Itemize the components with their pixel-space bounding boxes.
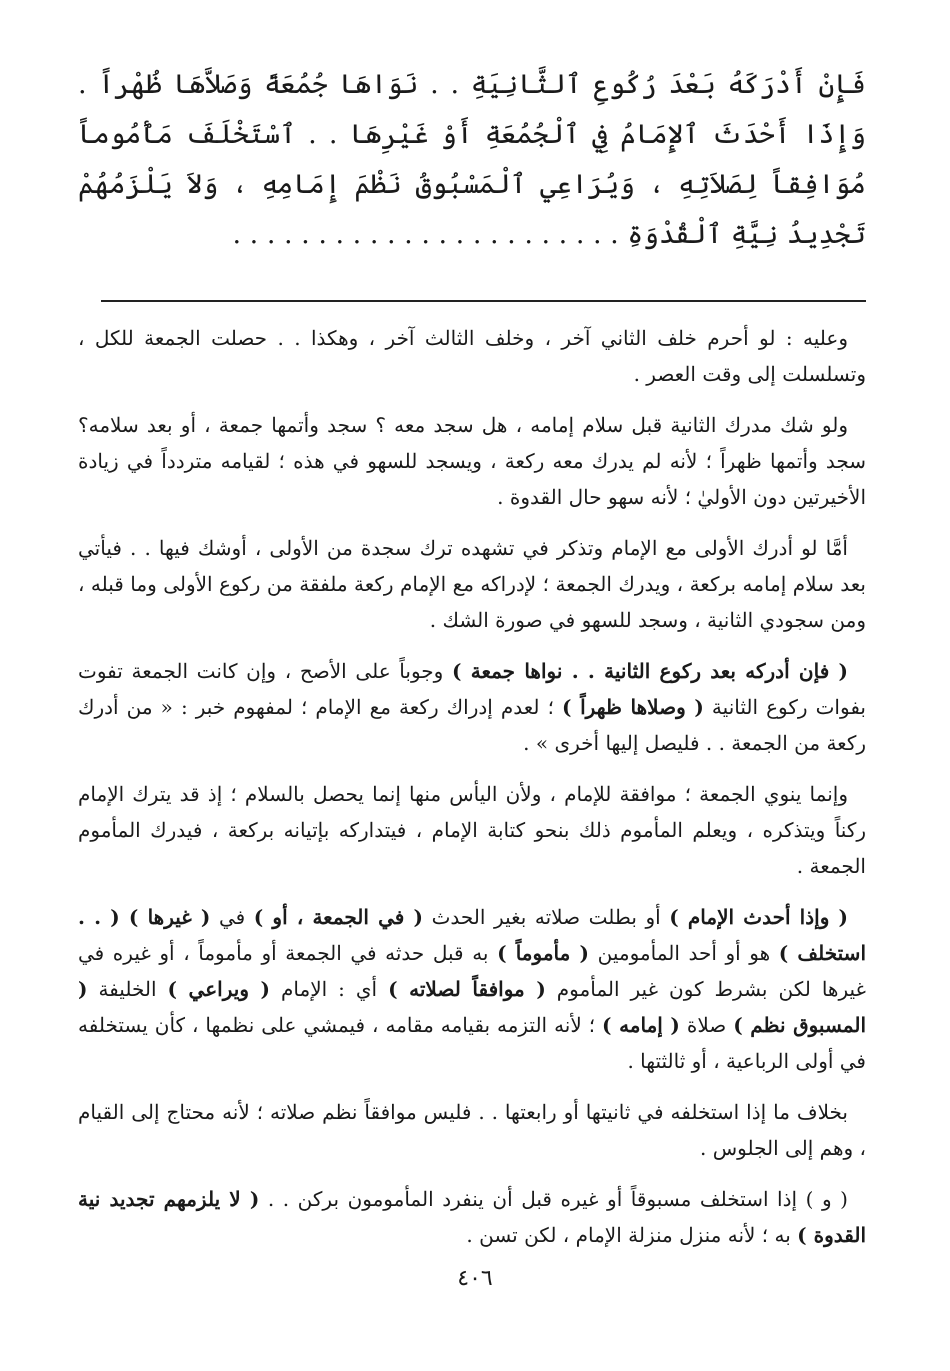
paragraph-text: أو بطلت صلاته بغير الحدث	[423, 905, 670, 929]
matn-quote: ( في الجمعة ، أو )	[253, 905, 423, 929]
page-number: ٤٠٦	[457, 1266, 493, 1291]
paragraph-text: أي : الإمام	[270, 977, 389, 1001]
matn-quote: ( المسبوق نظم )	[78, 977, 867, 1037]
matn-quote: ( موافقاً لصلاته )	[388, 977, 546, 1001]
commentary-paragraph-4	[78, 653, 866, 761]
commentary-paragraph-8	[78, 1181, 866, 1253]
paragraph-text: صلاة	[679, 1013, 734, 1037]
commentary-paragraph-2	[78, 407, 866, 515]
matn-quote: ( إمامه )	[602, 1013, 680, 1037]
commentary-paragraph-6	[78, 899, 866, 1079]
paragraph-text: وجوباً على الأصح ، وإن كانت الجمعة تفوت بفوات ركوع الثانية	[78, 659, 867, 719]
matn-quote: ( فإن أدركه بعد ركوع الثانية . . نواها جمعة )	[452, 659, 849, 683]
commentary-paragraph-5	[78, 776, 866, 884]
commentary-paragraph-7	[78, 1094, 866, 1166]
matn-quote: ( وصلاها ظهراً )	[562, 695, 704, 719]
paragraph-text: به ؛ لأنه منزل منزلة الإمام ، لكن تسن .	[466, 1223, 798, 1247]
paragraph-text: بخلاف ما إذا استخلفه في ثانيتها أو رابعتها . . فليس موافقاً نظم صلاته ؛ لأنه محتاج إلى القيام ، وهم إلى الجلوس .	[78, 1100, 866, 1160]
separator-rule	[101, 300, 866, 302]
paragraph-text: ( و ) إذا استخلف مسبوقاً أو غيره قبل أن ينفرد المأمومون بركن . .	[259, 1187, 848, 1211]
paragraph-text: ولو شك مدرك الثانية قبل سلام إمامه ، هل سجد معه ؟ سجد وأتمها جمعة ، أو بعد سلامه؟ سجد وأتمها ظهراً ؛ لأنه لم يدرك معه ركعة ، ويسجد للسهو في هذه ؛ لقيامه متردداً في زيادة الأخيرتين دون الأوليٰ ؛ لأنه سهو حال القدوة .	[78, 413, 866, 509]
matn-quote: ( لا يلزمهم تجديد نية القدوة )	[78, 1187, 866, 1247]
paragraph-text: أمَّا لو أدرك الأولى مع الإمام وتذكر في تشهده ترك سجدة من الأولى ، أوشك فيها . . فيأتي بعد سلام إمامه بركعة ، ويدرك الجمعة ؛ لإدراكه مع الإمام ركعة ملفقة من ركوع الأولى وما قبله ، ومن سجودي الثانية ، وسجد للسهو في صورة الشك .	[78, 536, 866, 632]
paragraph-text: ؛ لعدم إدراك ركعة مع الإمام ؛ لمفهوم خبر : « من أدرك ركعة من الجمعة . . فليصل إليها أخرى » .	[78, 695, 866, 755]
commentary	[78, 320, 866, 1253]
paragraph-text: هو أو أحد المأمومين	[589, 941, 779, 965]
paragraph-text: وعليه : لو أحرم خلف الثاني آخر ، وخلف الثالث آخر ، وهكذا . . حصلت الجمعة للكل ، وتسلسلت إلى وقت العصر .	[78, 326, 866, 386]
matn-main-text: فَإِنْ أَدْرَكَهُ بَعْدَ رُكُوعِ ٱلثَّانِيَةِ . . نَوَاهَا جُمُعَةً وَصَلاَّهَا ظُهْراً . وَإِذَا أَحْدَثَ ٱلإِمَامُ فِي ٱلْجُمُعَةِ أَوْ غَيْرِهَا . . ٱسْتَخْلَفَ مَأْمُوماً مُوَافِقاً لِصَلاَتِهِ ، وَيُرَاعِي ٱلْمَسْبُوقُ نَظْمَ إِمَامِهِ ، وَلاَ يَلْزَمُهُمْ تَجْدِيدُ نِيَّةِ ٱلْقُدْوَةِ .	[78, 69, 866, 250]
commentary-paragraph-1	[78, 320, 866, 392]
commentary-paragraph-3	[78, 530, 866, 638]
paragraph-text: ؛ لأنه التزمه بقيامه مقامه ، فيمشي على نظمها ، كأن يستخلفه في أولى الرباعية ، أو ثالثتها .	[78, 1013, 866, 1073]
paragraph-text: به قبل حدثه في الجمعة أو مأموماً ، أو غيره في غيرها لكن بشرط كون غير المأموم	[78, 941, 866, 1001]
paragraph-text: في	[210, 905, 254, 929]
matn-quote: ( غيرها ) ( . . استخلف )	[78, 905, 866, 965]
matn-quote: ( مأموماً )	[497, 941, 590, 965]
paragraph-text: الخليفة	[87, 977, 168, 1001]
matn-text	[78, 60, 866, 260]
matn-quote: ( ويراعي )	[167, 977, 271, 1001]
matn-dots: . . . . . . . . . . . . . . . . . . . . . .	[232, 219, 602, 250]
matn-quote: ( وإذا أحدث الإمام )	[669, 905, 849, 929]
paragraph-text: وإنما ينوي الجمعة ؛ موافقة للإمام ، ولأن اليأس منها إنما يحصل بالسلام ؛ إذ قد يترك الإمام ركناً ويتذكره ، ويعلم المأموم ذلك بنحو كتابة الإمام ، فيتداركه بإتيانه بركعة ، فيدرك المأموم الجمعة .	[78, 782, 866, 878]
book-page	[78, 60, 866, 1268]
